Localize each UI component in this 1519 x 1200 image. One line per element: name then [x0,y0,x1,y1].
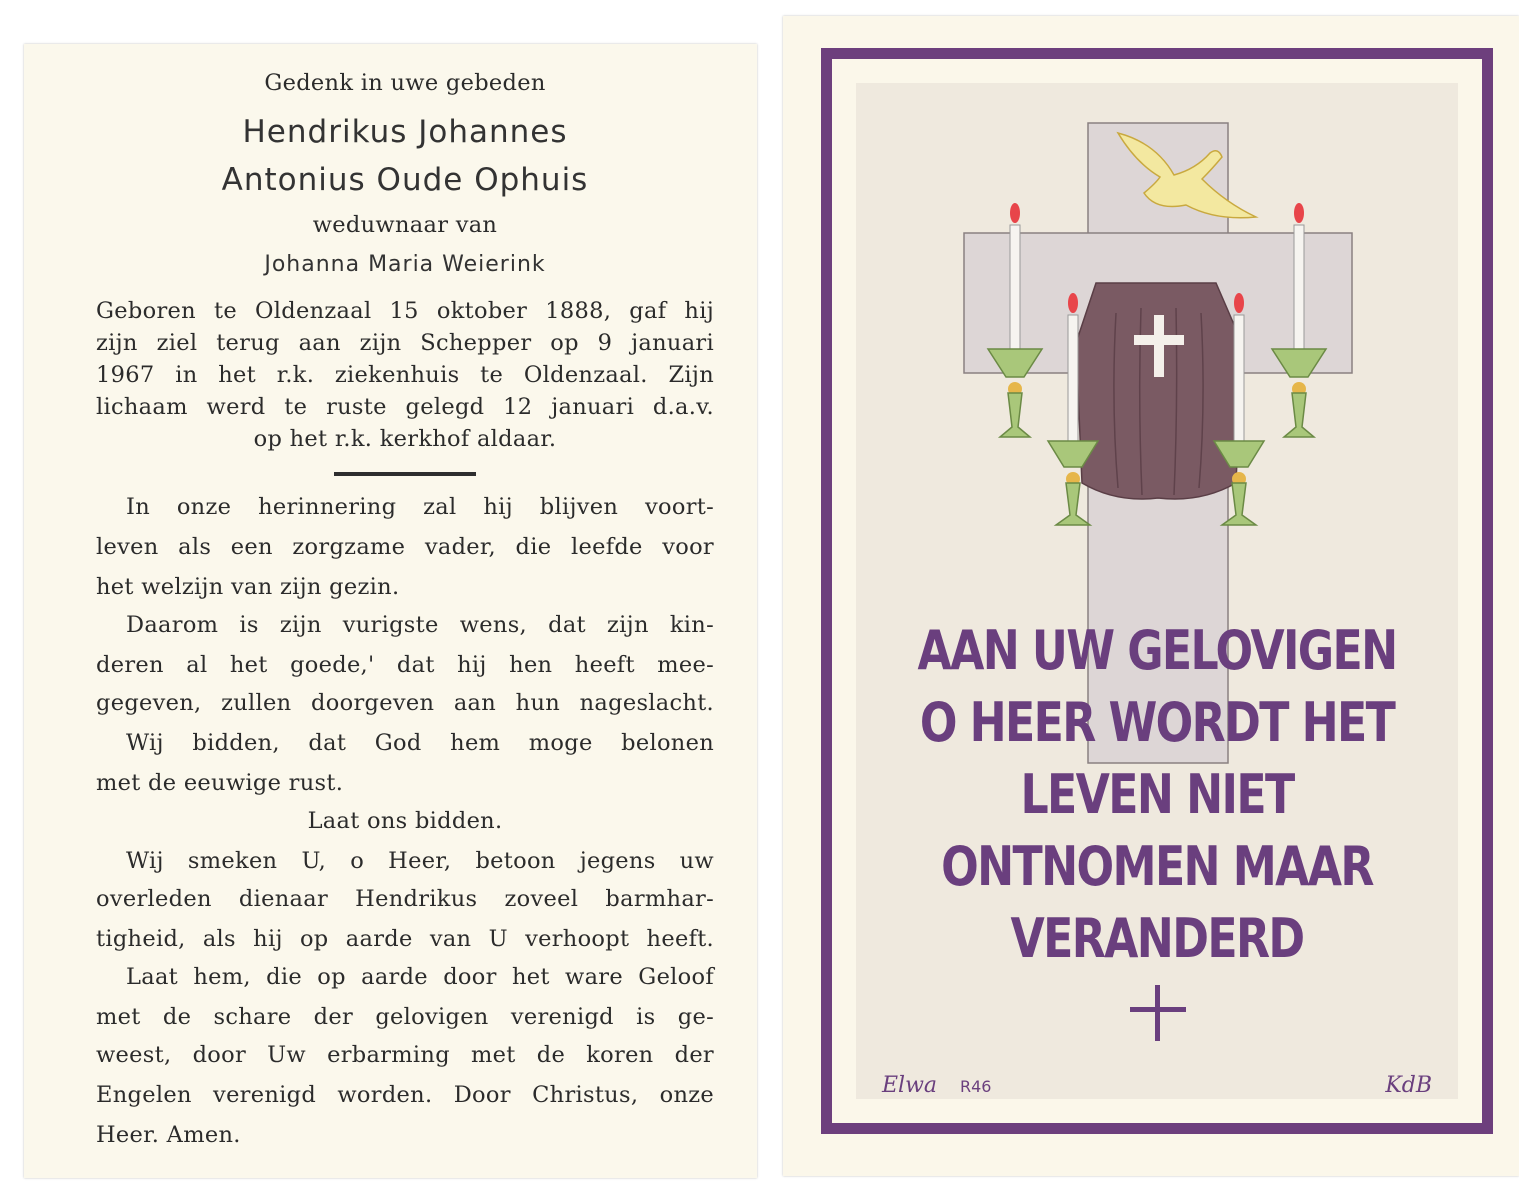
motto-line: O HEER WORDT HET [919,691,1395,754]
prayer-line: Engelen verenigd worden. Door Christus, onze [96,1082,714,1108]
bio-line: zijn ziel terug aan zijn Schepper op 9 januari [96,330,714,356]
motto-line: VERANDERD [1010,907,1304,970]
pray-line: Wij bidden, dat God hem moge belonen [126,730,714,756]
coffin-icon [1076,283,1242,499]
motto-line: AAN UW GELOVIGEN [917,619,1397,682]
deceased-name-line1: Hendrikus Johannes [242,114,568,150]
bio-line: Geboren te Oldenzaal 15 oktober 1888, gaf hij [96,298,714,324]
memorial-card-front [783,16,1519,1176]
card-code: R46 [960,1077,992,1096]
prayer-line: Wij smeken U, o Heer, betoon jegens uw [126,848,714,874]
prayer-line: Laat hem, die op aarde door het ware Geloof [126,964,714,990]
motto-line: LEVEN NIET [1020,763,1294,826]
bio-line: 1967 in het r.k. ziekenhuis te Oldenzaal. Zijn [96,362,714,388]
let-us-pray: Laat ons bidden. [307,808,503,834]
memory-line: het welzijn van zijn gezin. [96,574,400,600]
wish-line: gegeven, zullen doorgeven aan hun nageslacht. [96,690,714,716]
prayer-line: met de schare der gelovigen verenigd is ge- [96,1004,714,1030]
publisher-signature: KdB [1385,1073,1432,1098]
prayer-line: Heer. Amen. [96,1122,241,1148]
deceased-name-line2: Antonius Oude Ophuis [221,162,589,198]
small-cross-icon [1126,981,1190,1045]
artist-signature: Elwa [882,1073,938,1098]
memorial-card-text [24,44,757,1178]
intro-line: Gedenk in uwe gebeden [264,70,546,96]
purple-frame [821,48,1493,1134]
prayer-line: weest, door Uw erbarming met de koren der [96,1042,714,1068]
prayer-line: overleden dienaar Hendrikus zoveel barmhar- [96,886,714,912]
bio-line: op het r.k. kerkhof aldaar. [253,426,557,452]
pray-line: met de eeuwige rust. [96,770,344,796]
wish-line: Daarom is zijn vurigste wens, dat zijn kin- [126,612,714,638]
motto-line: ONTNOMEN MAAR [941,835,1373,898]
divider-rule [334,472,476,476]
wish-line: deren al het goede,' dat hij hen heeft mee- [96,652,714,678]
illustration-panel [856,83,1458,1099]
memory-line: leven als een zorgzame vader, die leefde voor [96,534,714,560]
spouse-name: Johanna Maria Weierink [264,252,546,277]
memory-line: In onze herinnering zal hij blijven voort- [126,494,714,520]
bio-line: lichaam werd te ruste gelegd 12 januari d.a.v. [96,394,714,420]
prayer-line: tigheid, als hij op aarde van U verhoopt heeft. [96,926,714,952]
widower-of: weduwnaar van [312,212,498,238]
